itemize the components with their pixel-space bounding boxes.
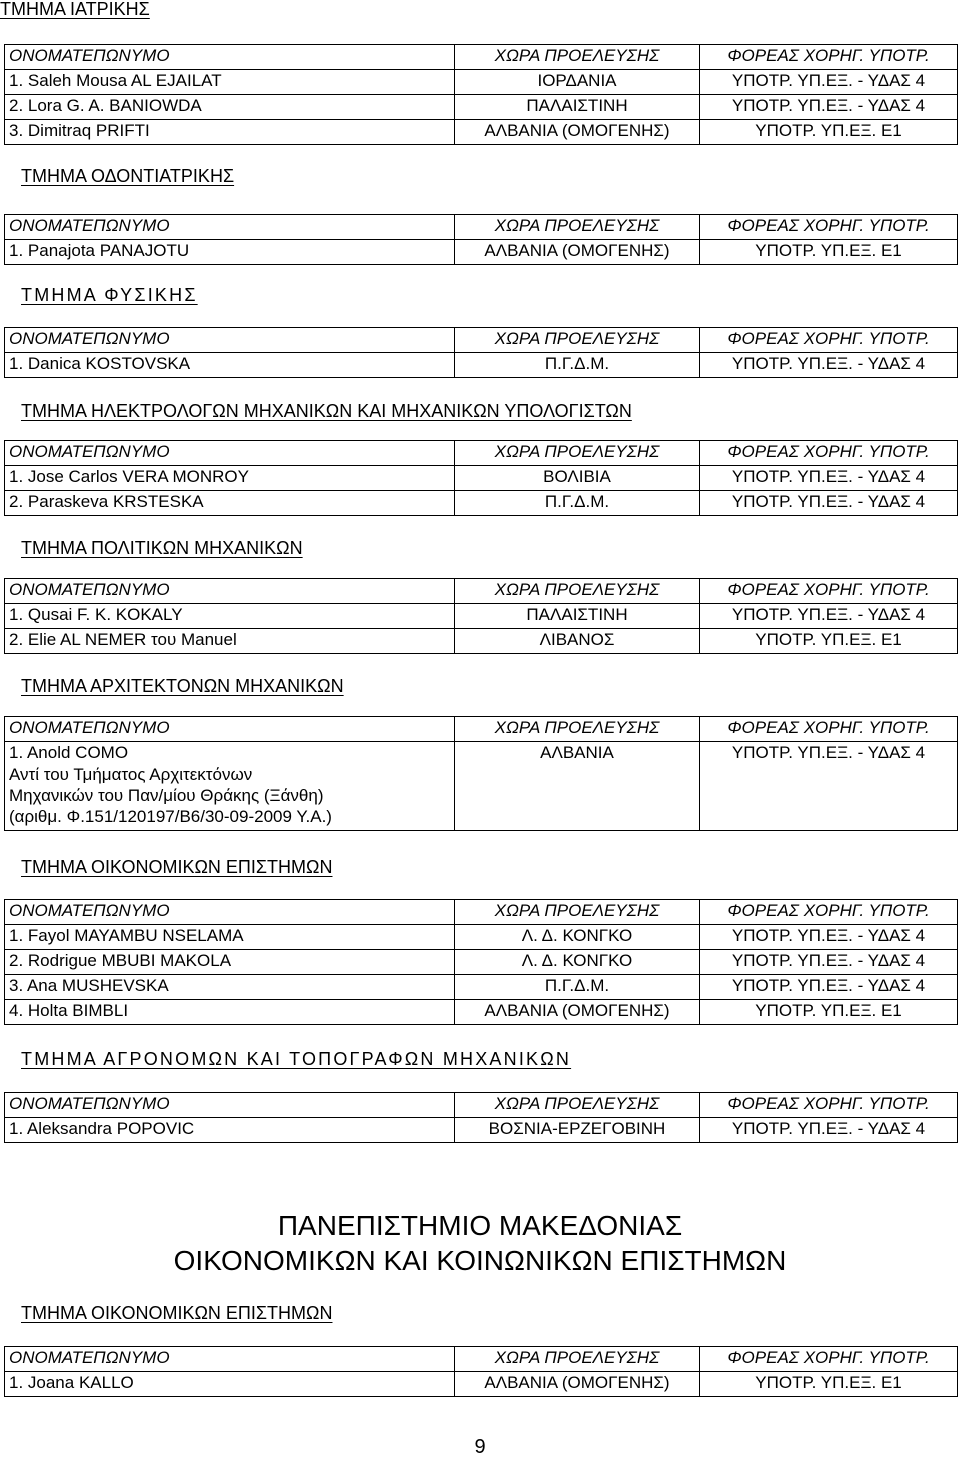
section-heading-civil: ΤΜΗΜΑ ΠΟΛΙΤΙΚΩΝ ΜΗΧΑΝΙΚΩΝ: [21, 538, 303, 558]
table-row: [5, 70, 958, 95]
col-sponsor-header: ΦΟΡΕΑΣ ΧΟΡΗΓ. ΥΠΟΤΡ.: [700, 1093, 958, 1118]
cell-sponsor: ΥΠΟΤΡ. ΥΠ.ΕΞ. Ε1: [700, 240, 958, 265]
table-economics: [4, 899, 958, 1025]
cell-country: ΒΟΣΝΙΑ-ΕΡΖΕΓΟΒΙΝΗ: [455, 1118, 700, 1143]
cell-country: ΙΟΡΔΑΝΙΑ: [455, 70, 700, 95]
cell-name: 2. Paraskeva KRSTESKA: [5, 491, 455, 516]
col-country-header: ΧΩΡΑ ΠΡΟΕΛΕΥΣΗΣ: [455, 45, 700, 70]
cell-name: 3. Ana MUSHEVSKA: [5, 975, 455, 1000]
col-name-header: ΟΝΟΜΑΤΕΠΩΝΥΜΟ: [5, 441, 455, 466]
table-row: [5, 1118, 958, 1143]
cell-name: 1. Qusai F. K. KOKALY: [5, 604, 455, 629]
section-heading-dentistry: ΤΜΗΜΑ ΟΔΟΝΤΙΑΤΡΙΚΗΣ: [21, 166, 235, 186]
col-sponsor-header: ΦΟΡΕΑΣ ΧΟΡΗΓ. ΥΠΟΤΡ.: [700, 717, 958, 742]
col-country-header: ΧΩΡΑ ΠΡΟΕΛΕΥΣΗΣ: [455, 717, 700, 742]
section-heading-economics: ΤΜΗΜΑ ΟΙΚΟΝΟΜΙΚΩΝ ΕΠΙΣΤΗΜΩΝ: [21, 857, 333, 877]
cell-country: ΛΙΒΑΝΟΣ: [455, 629, 700, 654]
table-row: [5, 95, 958, 120]
table-row: [5, 466, 958, 491]
col-name-header: ΟΝΟΜΑΤΕΠΩΝΥΜΟ: [5, 215, 455, 240]
cell-name: 1. Aleksandra POPOVIC: [5, 1118, 455, 1143]
cell-country: ΠΑΛΑΙΣΤΙΝΗ: [455, 604, 700, 629]
cell-name: [5, 742, 455, 831]
page-number: 9: [474, 1436, 486, 1458]
note-line: Αντί του Τμήματος Αρχιτεκτόνων: [9, 765, 253, 784]
cell-country: ΠΑΛΑΙΣΤΙΝΗ: [455, 95, 700, 120]
col-name-header: ΟΝΟΜΑΤΕΠΩΝΥΜΟ: [5, 900, 455, 925]
col-name-header: ΟΝΟΜΑΤΕΠΩΝΥΜΟ: [5, 1347, 455, 1372]
table-row: [5, 950, 958, 975]
col-country-header: ΧΩΡΑ ΠΡΟΕΛΕΥΣΗΣ: [455, 328, 700, 353]
col-sponsor-header: ΦΟΡΕΑΣ ΧΟΡΗΓ. ΥΠΟΤΡ.: [700, 579, 958, 604]
col-country-header: ΧΩΡΑ ΠΡΟΕΛΕΥΣΗΣ: [455, 1347, 700, 1372]
cell-name: 2. Rodrigue MBUBI MAKOLA: [5, 950, 455, 975]
table-header: [5, 215, 958, 240]
cell-sponsor: ΥΠΟΤΡ. ΥΠ.ΕΞ. Ε1: [700, 1372, 958, 1397]
table-header: [5, 1093, 958, 1118]
cell-sponsor: ΥΠΟΤΡ. ΥΠ.ΕΞ. Ε1: [700, 120, 958, 145]
col-name-header: ΟΝΟΜΑΤΕΠΩΝΥΜΟ: [5, 1093, 455, 1118]
cell-name: 1. Saleh Mousa AL EJAILAT: [5, 70, 455, 95]
cell-sponsor: ΥΠΟΤΡ. ΥΠ.ΕΞ. Ε1: [700, 629, 958, 654]
section-heading-architecture: ΤΜΗΜΑ ΑΡΧΙΤΕΚΤΟΝΩΝ ΜΗΧΑΝΙΚΩΝ: [21, 676, 344, 696]
cell-name: 1. Fayol MAYAMBU NSELAMA: [5, 925, 455, 950]
cell-sponsor: ΥΠΟΤΡ. ΥΠ.ΕΞ. - ΥΔΑΣ 4: [700, 95, 958, 120]
table-header: [5, 579, 958, 604]
university-title-line1: ΠΑΝΕΠΙΣΤΗΜΙΟ ΜΑΚΕΔΟΝΙΑΣ: [277, 1210, 683, 1241]
cell-sponsor: ΥΠΟΤΡ. ΥΠ.ΕΞ. - ΥΔΑΣ 4: [700, 1118, 958, 1143]
col-name-header: ΟΝΟΜΑΤΕΠΩΝΥΜΟ: [5, 328, 455, 353]
table-header: [5, 441, 958, 466]
col-sponsor-header: ΦΟΡΕΑΣ ΧΟΡΗΓ. ΥΠΟΤΡ.: [700, 441, 958, 466]
table-architecture: [4, 716, 958, 831]
col-country-header: ΧΩΡΑ ΠΡΟΕΛΕΥΣΗΣ: [455, 441, 700, 466]
table-row: [5, 1372, 958, 1397]
cell-country: Π.Γ.Δ.Μ.: [455, 353, 700, 378]
cell-country: Λ. Δ. ΚΟΝΓΚΟ: [455, 950, 700, 975]
cell-sponsor: ΥΠΟΤΡ. ΥΠ.ΕΞ. - ΥΔΑΣ 4: [700, 925, 958, 950]
cell-name: 1. Jose Carlos VERA MONROY: [5, 466, 455, 491]
cell-sponsor: ΥΠΟΤΡ. ΥΠ.ΕΞ. - ΥΔΑΣ 4: [700, 604, 958, 629]
table-row: [5, 629, 958, 654]
section-heading-medicine: ΤΜΗΜΑ ΙΑΤΡΙΚΗΣ: [0, 0, 150, 19]
note-line: (αριθμ. Φ.151/120197/Β6/30-09-2009 Υ.Α.): [9, 807, 332, 826]
table-row: [5, 353, 958, 378]
table-economics-macedonia: [4, 1346, 958, 1397]
table-row: [5, 240, 958, 265]
table-header: [5, 1347, 958, 1372]
col-country-header: ΧΩΡΑ ΠΡΟΕΛΕΥΣΗΣ: [455, 215, 700, 240]
cell-sponsor: ΥΠΟΤΡ. ΥΠ.ΕΞ. - ΥΔΑΣ 4: [700, 466, 958, 491]
col-country-header: ΧΩΡΑ ΠΡΟΕΛΕΥΣΗΣ: [455, 1093, 700, 1118]
col-sponsor-header: ΦΟΡΕΑΣ ΧΟΡΗΓ. ΥΠΟΤΡ.: [700, 1347, 958, 1372]
col-sponsor-header: ΦΟΡΕΑΣ ΧΟΡΗΓ. ΥΠΟΤΡ.: [700, 328, 958, 353]
cell-sponsor: ΥΠΟΤΡ. ΥΠ.ΕΞ. - ΥΔΑΣ 4: [700, 353, 958, 378]
cell-name: 2. Lora G. A. BANIOWDA: [5, 95, 455, 120]
cell-name: 4. Holta BIMBLI: [5, 1000, 455, 1025]
table-civil: [4, 578, 958, 654]
section-heading-physics: ΤΜΗΜΑ ΦΥΣΙΚΗΣ: [21, 285, 198, 305]
cell-sponsor: ΥΠΟΤΡ. ΥΠ.ΕΞ. Ε1: [700, 1000, 958, 1025]
cell-country: Λ. Δ. ΚΟΝΓΚΟ: [455, 925, 700, 950]
col-sponsor-header: ΦΟΡΕΑΣ ΧΟΡΗΓ. ΥΠΟΤΡ.: [700, 45, 958, 70]
cell-country: ΑΛΒΑΝΙΑ: [455, 742, 700, 831]
table-row: [5, 925, 958, 950]
table-row: [5, 604, 958, 629]
table-surveying: [4, 1092, 958, 1143]
cell-country: ΑΛΒΑΝΙΑ (ΟΜΟΓΕΝΗΣ): [455, 1000, 700, 1025]
cell-name: 1. Joana KALLO: [5, 1372, 455, 1397]
col-name-header: ΟΝΟΜΑΤΕΠΩΝΥΜΟ: [5, 45, 455, 70]
cell-sponsor: ΥΠΟΤΡ. ΥΠ.ΕΞ. - ΥΔΑΣ 4: [700, 491, 958, 516]
cell-name: 2. Elie AL NEMER του Manuel: [5, 629, 455, 654]
cell-sponsor: ΥΠΟΤΡ. ΥΠ.ΕΞ. - ΥΔΑΣ 4: [700, 950, 958, 975]
cell-name: 3. Dimitraq PRIFTI: [5, 120, 455, 145]
col-country-header: ΧΩΡΑ ΠΡΟΕΛΕΥΣΗΣ: [455, 579, 700, 604]
col-country-header: ΧΩΡΑ ΠΡΟΕΛΕΥΣΗΣ: [455, 900, 700, 925]
col-name-header: ΟΝΟΜΑΤΕΠΩΝΥΜΟ: [5, 579, 455, 604]
section-heading-electrical: ΤΜΗΜΑ ΗΛΕΚΤΡΟΛΟΓΩΝ ΜΗΧΑΝΙΚΩΝ ΚΑΙ ΜΗΧΑΝΙΚΩΝ ΥΠΟΛΟΓΙΣΤΩΝ: [21, 401, 632, 421]
table-row: [5, 1000, 958, 1025]
cell-country: Π.Γ.Δ.Μ.: [455, 975, 700, 1000]
table-row: [5, 975, 958, 1000]
cell-country: ΑΛΒΑΝΙΑ (ΟΜΟΓΕΝΗΣ): [455, 120, 700, 145]
cell-name: 1. Panajota PANAJOTU: [5, 240, 455, 265]
cell-name-text: 1. Anold COMO: [9, 743, 129, 762]
table-header: [5, 45, 958, 70]
section-heading-economics-macedonia: ΤΜΗΜΑ ΟΙΚΟΝΟΜΙΚΩΝ ΕΠΙΣΤΗΜΩΝ: [21, 1303, 333, 1323]
col-name-header: ΟΝΟΜΑΤΕΠΩΝΥΜΟ: [5, 717, 455, 742]
col-sponsor-header: ΦΟΡΕΑΣ ΧΟΡΗΓ. ΥΠΟΤΡ.: [700, 900, 958, 925]
note-line: Μηχανικών του Παν/μίου Θράκης (Ξάνθη): [9, 786, 324, 805]
table-header: [5, 328, 958, 353]
cell-sponsor: ΥΠΟΤΡ. ΥΠ.ΕΞ. - ΥΔΑΣ 4: [700, 70, 958, 95]
table-row: [5, 491, 958, 516]
table-row: [5, 742, 958, 831]
table-header: [5, 717, 958, 742]
table-row: [5, 120, 958, 145]
cell-name: 1. Danica KOSTOVSKA: [5, 353, 455, 378]
university-title-line2: ΟΙΚΟΝΟΜΙΚΩΝ ΚΑΙ ΚΟΙΝΩΝΙΚΩΝ ΕΠΙΣΤΗΜΩΝ: [173, 1245, 787, 1276]
table-dentistry: [4, 214, 958, 265]
col-sponsor-header: ΦΟΡΕΑΣ ΧΟΡΗΓ. ΥΠΟΤΡ.: [700, 215, 958, 240]
table-header: [5, 900, 958, 925]
table-electrical: [4, 440, 958, 516]
cell-sponsor: ΥΠΟΤΡ. ΥΠ.ΕΞ. - ΥΔΑΣ 4: [700, 975, 958, 1000]
cell-country: ΑΛΒΑΝΙΑ (ΟΜΟΓΕΝΗΣ): [455, 240, 700, 265]
cell-country: Π.Γ.Δ.Μ.: [455, 491, 700, 516]
table-physics: [4, 327, 958, 378]
table-medicine: [4, 44, 958, 145]
section-heading-surveying: ΤΜΗΜΑ ΑΓΡΟΝΟΜΩΝ ΚΑΙ ΤΟΠΟΓΡΑΦΩΝ ΜΗΧΑΝΙΚΩΝ: [21, 1049, 572, 1069]
cell-country: ΒΟΛΙΒΙΑ: [455, 466, 700, 491]
cell-country: ΑΛΒΑΝΙΑ (ΟΜΟΓΕΝΗΣ): [455, 1372, 700, 1397]
cell-sponsor: ΥΠΟΤΡ. ΥΠ.ΕΞ. - ΥΔΑΣ 4: [700, 742, 958, 831]
